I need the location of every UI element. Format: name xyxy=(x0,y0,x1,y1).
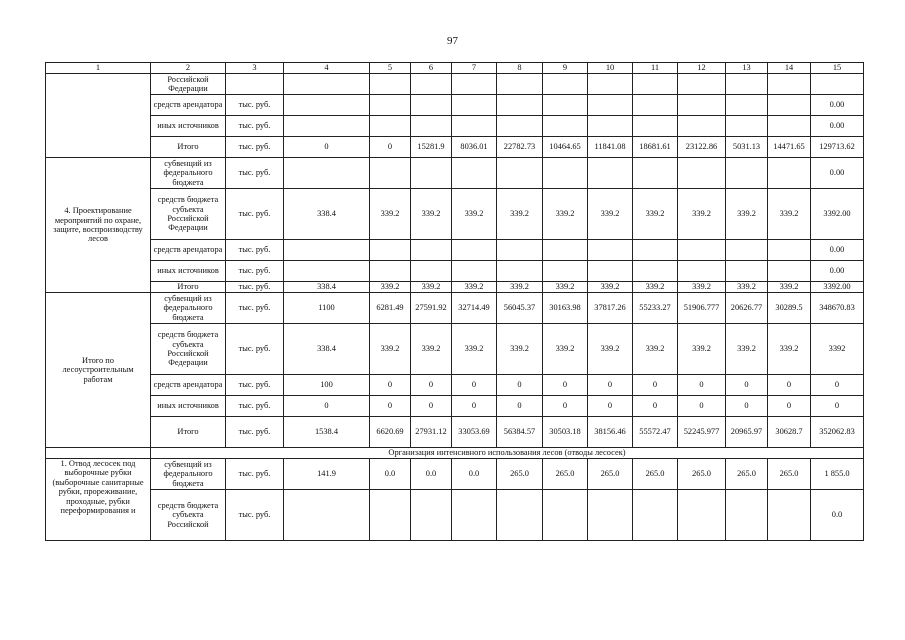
row-group-label: Итого по лесоустроительным работам xyxy=(46,293,151,448)
value-cell: 348670.83 xyxy=(811,293,864,324)
value-cell xyxy=(768,74,811,95)
value-cell: 265.0 xyxy=(678,459,726,490)
page-number: 97 xyxy=(447,35,458,47)
value-cell: 339.2 xyxy=(497,189,543,240)
unit-cell xyxy=(226,74,284,95)
unit-cell: тыс. руб. xyxy=(226,116,284,137)
value-cell xyxy=(678,74,726,95)
table-row xyxy=(46,137,864,158)
value-cell: 338.4 xyxy=(284,189,370,240)
value-cell: 339.2 xyxy=(370,324,411,375)
value-cell: 265.0 xyxy=(768,459,811,490)
section-row xyxy=(46,448,864,459)
value-cell xyxy=(726,116,768,137)
unit-cell: тыс. руб. xyxy=(226,95,284,116)
value-cell: 0 xyxy=(543,396,588,417)
value-cell: 339.2 xyxy=(543,324,588,375)
value-cell xyxy=(678,261,726,282)
column-header: 6 xyxy=(411,63,452,74)
value-cell: 8036.01 xyxy=(452,137,497,158)
unit-cell: тыс. руб. xyxy=(226,282,284,293)
value-cell: 0 xyxy=(284,396,370,417)
funding-source: средств бюджета субъекта Российской Федерации xyxy=(151,189,226,240)
column-header: 10 xyxy=(588,63,633,74)
value-cell: 1 855.0 xyxy=(811,459,864,490)
value-cell: 339.2 xyxy=(768,282,811,293)
value-cell xyxy=(284,74,370,95)
value-cell: 51906.777 xyxy=(678,293,726,324)
value-cell: 38156.46 xyxy=(588,417,633,448)
value-cell: 0 xyxy=(411,396,452,417)
value-cell: 0 xyxy=(370,137,411,158)
value-cell: 265.0 xyxy=(588,459,633,490)
funding-source: Итого xyxy=(151,137,226,158)
funding-source: субвенций из федерального бюджета xyxy=(151,293,226,324)
value-cell: 0 xyxy=(588,396,633,417)
funding-source: иных источников xyxy=(151,116,226,137)
value-cell xyxy=(497,240,543,261)
unit-cell: тыс. руб. xyxy=(226,375,284,396)
value-cell xyxy=(284,261,370,282)
value-cell xyxy=(726,261,768,282)
value-cell xyxy=(452,74,497,95)
value-cell xyxy=(452,261,497,282)
value-cell xyxy=(726,158,768,189)
value-cell xyxy=(768,158,811,189)
value-cell xyxy=(370,74,411,95)
value-cell xyxy=(284,95,370,116)
value-cell xyxy=(726,95,768,116)
value-cell xyxy=(768,490,811,541)
value-cell xyxy=(633,490,678,541)
value-cell xyxy=(543,95,588,116)
value-cell xyxy=(588,261,633,282)
value-cell xyxy=(633,116,678,137)
value-cell: 55572.47 xyxy=(633,417,678,448)
value-cell xyxy=(284,158,370,189)
value-cell: 30628.7 xyxy=(768,417,811,448)
value-cell: 339.2 xyxy=(452,189,497,240)
value-cell xyxy=(768,116,811,137)
value-cell: 0.00 xyxy=(811,95,864,116)
value-cell xyxy=(411,116,452,137)
value-cell: 52245.977 xyxy=(678,417,726,448)
value-cell xyxy=(633,261,678,282)
value-cell: 22782.73 xyxy=(497,137,543,158)
value-cell xyxy=(370,261,411,282)
value-cell: 5031.13 xyxy=(726,137,768,158)
unit-cell: тыс. руб. xyxy=(226,158,284,189)
value-cell xyxy=(678,158,726,189)
value-cell: 0.00 xyxy=(811,116,864,137)
row-group-label: 1. Отвод лесосек под выборочные рубки (выборочные санитарные рубки, прореживание, проходные, рубки переформирования и xyxy=(46,459,151,541)
column-header: 1 xyxy=(46,63,151,74)
row-group-label: 4. Проектирование мероприятий по охране, защите, воспроизводству лесов xyxy=(46,158,151,293)
table-row xyxy=(46,396,864,417)
value-cell: 20626.77 xyxy=(726,293,768,324)
value-cell: 18681.61 xyxy=(633,137,678,158)
funding-source: Российской Федерации xyxy=(151,74,226,95)
value-cell xyxy=(588,158,633,189)
value-cell xyxy=(678,490,726,541)
value-cell: 33053.69 xyxy=(452,417,497,448)
value-cell: 339.2 xyxy=(497,324,543,375)
value-cell: 0 xyxy=(678,375,726,396)
value-cell: 0 xyxy=(726,396,768,417)
unit-cell: тыс. руб. xyxy=(226,137,284,158)
value-cell xyxy=(284,116,370,137)
value-cell: 27931.12 xyxy=(411,417,452,448)
funding-source: Итого xyxy=(151,282,226,293)
value-cell xyxy=(588,116,633,137)
value-cell xyxy=(452,490,497,541)
column-header: 11 xyxy=(633,63,678,74)
header-row xyxy=(46,63,864,74)
unit-cell: тыс. руб. xyxy=(226,324,284,375)
value-cell: 339.2 xyxy=(678,324,726,375)
value-cell: 339.2 xyxy=(588,282,633,293)
value-cell xyxy=(543,116,588,137)
value-cell: 265.0 xyxy=(726,459,768,490)
value-cell: 11841.08 xyxy=(588,137,633,158)
table-row xyxy=(46,282,864,293)
value-cell: 10464.65 xyxy=(543,137,588,158)
funding-source: Итого xyxy=(151,417,226,448)
column-header: 3 xyxy=(226,63,284,74)
unit-cell: тыс. руб. xyxy=(226,459,284,490)
value-cell: 55233.27 xyxy=(633,293,678,324)
funding-source: иных источников xyxy=(151,396,226,417)
value-cell xyxy=(811,74,864,95)
value-cell xyxy=(633,74,678,95)
value-cell xyxy=(284,240,370,261)
value-cell: 265.0 xyxy=(497,459,543,490)
value-cell xyxy=(370,240,411,261)
row-group-label xyxy=(46,74,151,158)
value-cell: 56045.37 xyxy=(497,293,543,324)
table-row xyxy=(46,189,864,240)
value-cell: 1100 xyxy=(284,293,370,324)
value-cell: 32714.49 xyxy=(452,293,497,324)
value-cell: 23122.86 xyxy=(678,137,726,158)
value-cell: 339.2 xyxy=(452,282,497,293)
funding-source: иных источников xyxy=(151,261,226,282)
value-cell xyxy=(543,490,588,541)
value-cell: 27591.92 xyxy=(411,293,452,324)
unit-cell: тыс. руб. xyxy=(226,490,284,541)
funding-source: субвенций из федерального бюджета xyxy=(151,459,226,490)
value-cell: 14471.65 xyxy=(768,137,811,158)
value-cell: 339.2 xyxy=(543,282,588,293)
unit-cell: тыс. руб. xyxy=(226,189,284,240)
value-cell: 56384.57 xyxy=(497,417,543,448)
column-header: 2 xyxy=(151,63,226,74)
funding-source: субвенций из федерального бюджета xyxy=(151,158,226,189)
value-cell xyxy=(497,116,543,137)
value-cell: 0 xyxy=(811,375,864,396)
value-cell: 30163.98 xyxy=(543,293,588,324)
table-row xyxy=(46,490,864,541)
value-cell: 100 xyxy=(284,375,370,396)
value-cell: 6620.69 xyxy=(370,417,411,448)
value-cell xyxy=(452,116,497,137)
value-cell xyxy=(768,240,811,261)
value-cell: 339.2 xyxy=(768,189,811,240)
table-row xyxy=(46,375,864,396)
value-cell xyxy=(497,490,543,541)
value-cell: 339.2 xyxy=(411,324,452,375)
value-cell: 338.4 xyxy=(284,282,370,293)
value-cell: 339.2 xyxy=(588,189,633,240)
value-cell xyxy=(588,240,633,261)
value-cell: 37817.26 xyxy=(588,293,633,324)
value-cell: 265.0 xyxy=(633,459,678,490)
value-cell: 6281.49 xyxy=(370,293,411,324)
value-cell xyxy=(726,74,768,95)
value-cell: 0 xyxy=(726,375,768,396)
value-cell xyxy=(370,116,411,137)
value-cell xyxy=(768,261,811,282)
value-cell: 30503.18 xyxy=(543,417,588,448)
value-cell: 30289.5 xyxy=(768,293,811,324)
table-row xyxy=(46,95,864,116)
value-cell xyxy=(633,240,678,261)
value-cell: 0 xyxy=(543,375,588,396)
value-cell: 0 xyxy=(588,375,633,396)
value-cell: 0.0 xyxy=(811,490,864,541)
column-header: 13 xyxy=(726,63,768,74)
value-cell xyxy=(588,490,633,541)
value-cell xyxy=(452,95,497,116)
value-cell xyxy=(411,261,452,282)
value-cell xyxy=(370,95,411,116)
table-row xyxy=(46,324,864,375)
value-cell: 339.2 xyxy=(768,324,811,375)
value-cell: 20965.97 xyxy=(726,417,768,448)
value-cell: 0 xyxy=(768,375,811,396)
table-row xyxy=(46,158,864,189)
value-cell xyxy=(411,490,452,541)
column-header: 9 xyxy=(543,63,588,74)
value-cell: 0.0 xyxy=(411,459,452,490)
value-cell xyxy=(633,95,678,116)
value-cell xyxy=(411,240,452,261)
value-cell xyxy=(633,158,678,189)
column-header: 4 xyxy=(284,63,370,74)
value-cell xyxy=(497,74,543,95)
value-cell: 0.00 xyxy=(811,261,864,282)
funding-source: средств бюджета субъекта Российской xyxy=(151,490,226,541)
value-cell: 0 xyxy=(811,396,864,417)
funding-source: средств бюджета субъекта Российской Федерации xyxy=(151,324,226,375)
table-row xyxy=(46,459,864,490)
unit-cell: тыс. руб. xyxy=(226,261,284,282)
value-cell: 3392 xyxy=(811,324,864,375)
column-header: 7 xyxy=(452,63,497,74)
value-cell xyxy=(588,95,633,116)
value-cell xyxy=(588,74,633,95)
value-cell: 339.2 xyxy=(678,282,726,293)
value-cell xyxy=(678,240,726,261)
value-cell: 15281.9 xyxy=(411,137,452,158)
value-cell: 0.0 xyxy=(452,459,497,490)
value-cell: 339.2 xyxy=(678,189,726,240)
value-cell xyxy=(726,240,768,261)
value-cell: 0 xyxy=(411,375,452,396)
value-cell: 339.2 xyxy=(633,282,678,293)
value-cell xyxy=(678,116,726,137)
value-cell: 0 xyxy=(370,396,411,417)
column-header: 8 xyxy=(497,63,543,74)
value-cell: 339.2 xyxy=(370,189,411,240)
table-row xyxy=(46,116,864,137)
value-cell: 0 xyxy=(497,396,543,417)
section-title: Организация интенсивного использования лесов (отводы лесосек) xyxy=(151,448,864,459)
funding-source: средств арендатора xyxy=(151,240,226,261)
table-row xyxy=(46,417,864,448)
value-cell: 0.00 xyxy=(811,240,864,261)
column-header: 5 xyxy=(370,63,411,74)
value-cell: 352062.83 xyxy=(811,417,864,448)
value-cell xyxy=(543,158,588,189)
value-cell: 0 xyxy=(633,396,678,417)
value-cell xyxy=(497,158,543,189)
value-cell xyxy=(726,490,768,541)
unit-cell: тыс. руб. xyxy=(226,417,284,448)
table-row xyxy=(46,261,864,282)
value-cell: 3392.00 xyxy=(811,282,864,293)
column-header: 14 xyxy=(768,63,811,74)
value-cell: 141.9 xyxy=(284,459,370,490)
funding-source: средств арендатора xyxy=(151,95,226,116)
value-cell: 339.2 xyxy=(452,324,497,375)
value-cell: 339.2 xyxy=(370,282,411,293)
value-cell: 0 xyxy=(284,137,370,158)
value-cell: 339.2 xyxy=(588,324,633,375)
value-cell: 129713.62 xyxy=(811,137,864,158)
value-cell: 0.0 xyxy=(370,459,411,490)
value-cell: 0 xyxy=(452,396,497,417)
budget-table xyxy=(45,62,864,541)
value-cell: 339.2 xyxy=(726,282,768,293)
value-cell xyxy=(678,95,726,116)
value-cell: 0.00 xyxy=(811,158,864,189)
value-cell: 0 xyxy=(497,375,543,396)
value-cell: 0 xyxy=(633,375,678,396)
value-cell xyxy=(411,74,452,95)
unit-cell: тыс. руб. xyxy=(226,293,284,324)
value-cell: 339.2 xyxy=(543,189,588,240)
value-cell: 339.2 xyxy=(633,324,678,375)
value-cell xyxy=(370,490,411,541)
value-cell: 339.2 xyxy=(411,189,452,240)
value-cell: 1538.4 xyxy=(284,417,370,448)
column-header: 15 xyxy=(811,63,864,74)
unit-cell: тыс. руб. xyxy=(226,396,284,417)
value-cell: 3392.00 xyxy=(811,189,864,240)
value-cell: 339.2 xyxy=(497,282,543,293)
value-cell: 339.2 xyxy=(411,282,452,293)
value-cell: 339.2 xyxy=(633,189,678,240)
value-cell xyxy=(543,74,588,95)
column-header: 12 xyxy=(678,63,726,74)
value-cell: 339.2 xyxy=(726,189,768,240)
value-cell: 339.2 xyxy=(726,324,768,375)
value-cell xyxy=(452,158,497,189)
table-row xyxy=(46,293,864,324)
unit-cell: тыс. руб. xyxy=(226,240,284,261)
value-cell: 0 xyxy=(370,375,411,396)
value-cell xyxy=(768,95,811,116)
value-cell: 0 xyxy=(768,396,811,417)
value-cell xyxy=(284,490,370,541)
value-cell: 0 xyxy=(452,375,497,396)
value-cell xyxy=(411,95,452,116)
table-row xyxy=(46,240,864,261)
value-cell: 265.0 xyxy=(543,459,588,490)
value-cell: 0 xyxy=(678,396,726,417)
value-cell: 338.4 xyxy=(284,324,370,375)
value-cell xyxy=(370,158,411,189)
section-blank xyxy=(46,448,151,459)
value-cell xyxy=(452,240,497,261)
value-cell xyxy=(543,261,588,282)
value-cell xyxy=(497,261,543,282)
funding-source: средств арендатора xyxy=(151,375,226,396)
value-cell xyxy=(497,95,543,116)
value-cell xyxy=(543,240,588,261)
value-cell xyxy=(411,158,452,189)
table-row xyxy=(46,74,864,95)
